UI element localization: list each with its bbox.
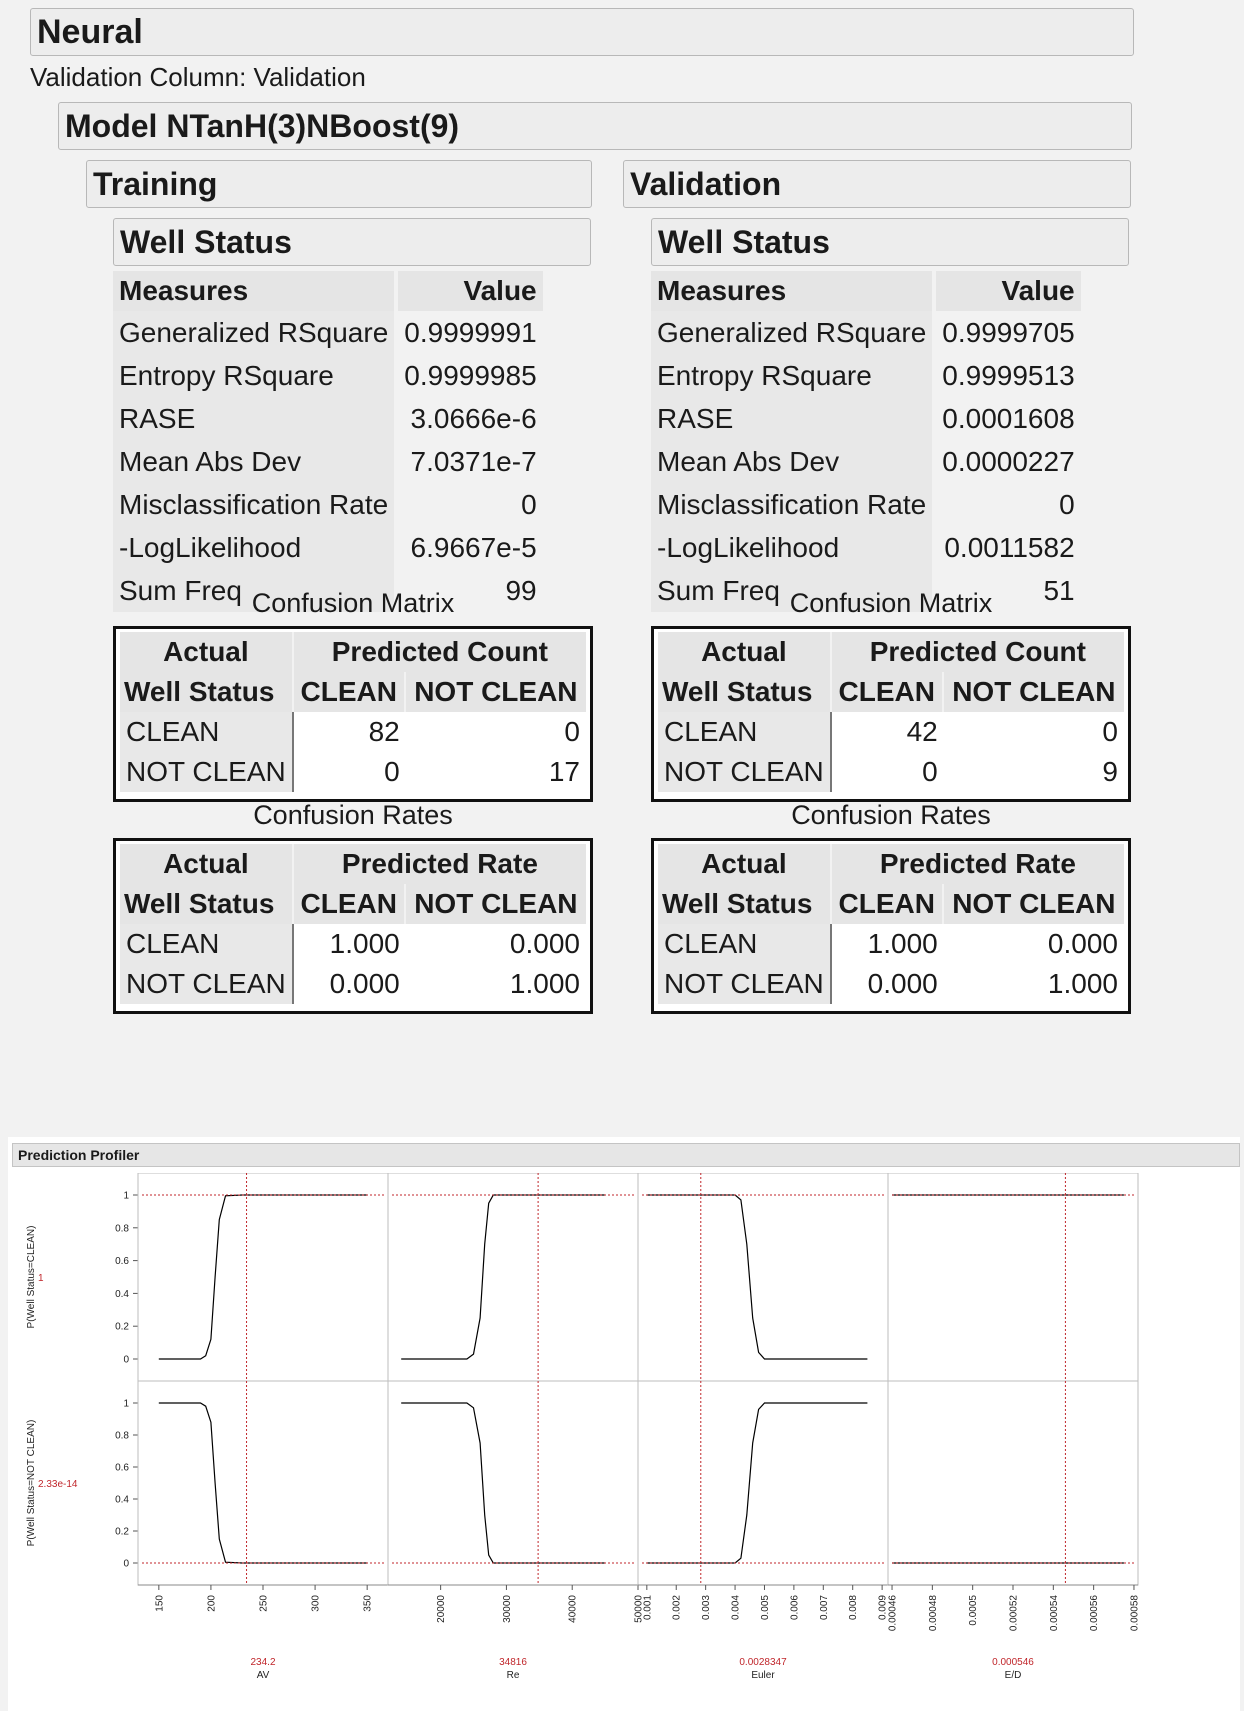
x-tick-label: 250: [258, 1595, 270, 1612]
y-tick-label: 0.8: [115, 1223, 129, 1235]
measure-value: 0: [521, 488, 537, 520]
col-header-clean: CLEAN: [832, 672, 944, 712]
measure-value: 0.9999513: [942, 359, 1075, 391]
actual-header: Actual: [658, 844, 832, 884]
actual-header: Actual: [658, 632, 832, 672]
profile-panel-frame: [138, 1173, 388, 1381]
x-tick-label: 0.00046: [887, 1595, 899, 1632]
measure-label: -LogLikelihood: [113, 526, 396, 569]
col-header-clean: CLEAN: [832, 884, 944, 924]
table-row: [120, 964, 586, 1004]
validation-well-status-header[interactable]: [651, 218, 1129, 266]
y-tick-label: 0.2: [115, 1321, 129, 1333]
table-row: [651, 526, 1081, 569]
measure-label: RASE: [113, 397, 396, 440]
y-tick-label: 0.2: [115, 1526, 129, 1538]
y-tick-label: 1: [123, 1190, 129, 1202]
cell-value: 0: [922, 756, 938, 787]
table-row: [658, 964, 1124, 1004]
profile-curve-av-not-clean: [159, 1403, 367, 1563]
table-row: [113, 526, 543, 569]
y-tick-label: 0.4: [115, 1494, 129, 1506]
table-row: [120, 924, 586, 964]
measure-value: 0.0011582: [944, 531, 1075, 563]
measure-value: 51: [1043, 574, 1075, 606]
training-measures-table: [113, 271, 543, 612]
measure-label: -LogLikelihood: [651, 526, 934, 569]
col-header-not-clean: NOT CLEAN: [406, 884, 586, 924]
profile-curve-re-not-clean: [401, 1403, 605, 1563]
current-factor-value: 0.0028347: [739, 1657, 787, 1668]
cell-value: 1.000: [509, 968, 580, 999]
confusion-rates-title: Confusion Rates: [253, 800, 453, 830]
table-row: [651, 397, 1081, 440]
current-factor-value: 234.2: [250, 1657, 276, 1668]
table-row: [120, 712, 586, 752]
profile-curve-re-clean: [401, 1195, 605, 1359]
row-label: NOT CLEAN: [120, 964, 294, 1004]
x-tick-label: 150: [154, 1595, 166, 1612]
profiler-header[interactable]: [12, 1143, 1240, 1167]
predicted-header: Predicted Count: [832, 632, 1124, 672]
x-tick-label: 0.003: [701, 1595, 713, 1621]
table-row: [113, 311, 543, 354]
training-title: Training: [93, 165, 218, 202]
y-axis-label: P(Well Status=NOT CLEAN): [26, 1419, 37, 1547]
x-tick-label: 0.00052: [1008, 1595, 1020, 1632]
profile-curve-av-clean: [159, 1195, 367, 1359]
x-tick-label: 350: [362, 1595, 374, 1612]
cell-value: 0.000: [867, 968, 938, 999]
profile-curve-euler-clean: [647, 1195, 868, 1359]
table-row: [113, 440, 543, 483]
predicted-header: Predicted Rate: [832, 844, 1124, 884]
response-header: Well Status: [120, 884, 294, 924]
validation-title: Validation: [630, 165, 782, 202]
x-tick-label: 50000: [633, 1595, 645, 1623]
model-outline-header[interactable]: [58, 102, 1132, 150]
measure-label: Sum Freq: [113, 569, 396, 612]
current-factor-value: 34816: [499, 1657, 527, 1668]
measure-value: 6.9667e-5: [410, 531, 537, 563]
col-header-clean: CLEAN: [294, 672, 406, 712]
row-label: CLEAN: [120, 712, 294, 752]
model-title: Model NTanH(3)NBoost(9): [65, 107, 460, 144]
x-tick-label: 0.00056: [1089, 1595, 1101, 1632]
row-label: CLEAN: [658, 924, 832, 964]
table-row: [658, 752, 1124, 792]
x-axis-label: E/D: [1004, 1670, 1022, 1681]
y-tick-label: 0: [123, 1558, 129, 1570]
measure-value: 0: [1059, 488, 1075, 520]
measure-label: Misclassification Rate: [651, 483, 934, 526]
x-tick-label: 0.001: [642, 1595, 654, 1621]
measure-value: 0.9999985: [404, 359, 537, 391]
x-tick-label: 0.00054: [1048, 1595, 1060, 1632]
col-header-not-clean: NOT CLEAN: [406, 672, 586, 712]
predicted-header: Predicted Count: [294, 632, 586, 672]
measure-label: Entropy RSquare: [113, 354, 396, 397]
training-response-title: Well Status: [120, 223, 292, 260]
value-header: Value: [934, 271, 1080, 311]
table-row: [120, 752, 586, 792]
measure-value: 99: [505, 574, 537, 606]
validation-outline-header[interactable]: [623, 160, 1131, 208]
training-outline-header[interactable]: [86, 160, 592, 208]
y-tick-label: 0: [123, 1354, 129, 1366]
x-tick-label: 200: [206, 1595, 218, 1612]
response-header: Well Status: [120, 672, 294, 712]
measure-value: 0.0000227: [942, 445, 1075, 477]
profile-panel-frame: [888, 1381, 1138, 1585]
table-row: [113, 354, 543, 397]
row-label: NOT CLEAN: [658, 752, 832, 792]
measure-value: 0.9999705: [942, 316, 1075, 348]
cell-value: 42: [906, 716, 938, 747]
x-axis-label: AV: [256, 1670, 270, 1681]
profile-panel-frame: [888, 1173, 1138, 1381]
table-row: [658, 924, 1124, 964]
measure-label: Generalized RSquare: [113, 311, 396, 354]
x-tick-label: 0.006: [789, 1595, 801, 1621]
x-tick-label: 0.007: [818, 1595, 830, 1621]
profile-panel-frame: [638, 1173, 888, 1381]
y-tick-label: 0.4: [115, 1288, 129, 1300]
measures-header: Measures: [113, 271, 396, 311]
profile-curve-euler-not-clean: [647, 1403, 868, 1563]
y-tick-label: 0.6: [115, 1256, 129, 1268]
measure-value: 3.0666e-6: [410, 402, 537, 434]
cell-value: 0: [564, 716, 580, 747]
value-header: Value: [396, 271, 542, 311]
x-tick-label: 40000: [567, 1595, 579, 1623]
row-label: CLEAN: [658, 712, 832, 752]
cell-value: 1.000: [329, 928, 400, 959]
cell-value: 0.000: [509, 928, 580, 959]
cell-value: 17: [548, 756, 580, 787]
neural-title: Neural: [37, 12, 143, 51]
table-row: [113, 397, 543, 440]
row-label: CLEAN: [120, 924, 294, 964]
table-row: [651, 483, 1081, 526]
confusion-matrix-title: Confusion Matrix: [251, 588, 455, 618]
col-header-clean: CLEAN: [294, 884, 406, 924]
cell-value: 1.000: [1047, 968, 1118, 999]
y-tick-label: 1: [123, 1398, 129, 1410]
table-row: [658, 712, 1124, 752]
confusion-rates-title: Confusion Rates: [791, 800, 991, 830]
cell-value: 0.000: [329, 968, 400, 999]
col-header-not-clean: NOT CLEAN: [944, 884, 1124, 924]
training-confusion-rates: [113, 838, 593, 1014]
response-header: Well Status: [658, 672, 832, 712]
x-tick-label: 0.005: [759, 1595, 771, 1621]
x-tick-label: 20000: [436, 1595, 448, 1623]
measure-label: Generalized RSquare: [651, 311, 934, 354]
predicted-header: Predicted Rate: [294, 844, 586, 884]
x-axis-label: Euler: [751, 1670, 775, 1681]
actual-header: Actual: [120, 632, 294, 672]
validation-column-label: Validation Column: Validation: [30, 62, 366, 92]
response-header: Well Status: [658, 884, 832, 924]
measure-label: Mean Abs Dev: [113, 440, 396, 483]
table-row: [113, 483, 543, 526]
current-response-value: 1: [38, 1273, 44, 1284]
table-row: [651, 311, 1081, 354]
validation-confusion-rates: [651, 838, 1131, 1014]
x-tick-label: 300: [310, 1595, 322, 1612]
validation-measures-table: [651, 271, 1081, 612]
cell-value: 9: [1102, 756, 1118, 787]
actual-header: Actual: [120, 844, 294, 884]
profiler-chart: [8, 1173, 1240, 1711]
x-tick-label: 30000: [501, 1595, 513, 1623]
measure-label: Sum Freq: [651, 569, 934, 612]
profiler-title: Prediction Profiler: [18, 1147, 140, 1163]
training-confusion-matrix: [113, 626, 593, 802]
x-tick-label: 0.00048: [927, 1595, 939, 1632]
prediction-profiler: [8, 1137, 1240, 1711]
cell-value: 0.000: [1047, 928, 1118, 959]
x-tick-label: 0.009: [877, 1595, 889, 1621]
x-tick-label: 0.002: [671, 1595, 683, 1621]
training-well-status-header[interactable]: [113, 218, 591, 266]
measure-value: 0.9999991: [404, 316, 537, 348]
cell-value: 0: [384, 756, 400, 787]
x-tick-label: 0.0005: [968, 1595, 980, 1626]
x-tick-label: 0.004: [730, 1595, 742, 1621]
measure-label: Misclassification Rate: [113, 483, 396, 526]
measure-value: 0.0001608: [942, 402, 1075, 434]
y-tick-label: 0.6: [115, 1462, 129, 1474]
current-factor-value: 0.000546: [992, 1657, 1034, 1668]
table-row: [651, 354, 1081, 397]
x-tick-label: 0.00058: [1129, 1595, 1141, 1632]
profile-panel-frame: [138, 1381, 388, 1585]
x-axis-label: Re: [506, 1670, 520, 1681]
measures-header: Measures: [651, 271, 934, 311]
row-label: NOT CLEAN: [658, 964, 832, 1004]
validation-confusion-matrix: [651, 626, 1131, 802]
neural-outline-header[interactable]: [30, 8, 1134, 56]
row-label: NOT CLEAN: [120, 752, 294, 792]
measure-value: 7.0371e-7: [410, 445, 537, 477]
profile-panel-frame: [388, 1381, 638, 1585]
measure-label: RASE: [651, 397, 934, 440]
measure-label: Entropy RSquare: [651, 354, 934, 397]
cell-value: 0: [1102, 716, 1118, 747]
cell-value: 1.000: [867, 928, 938, 959]
confusion-matrix-title: Confusion Matrix: [789, 588, 993, 618]
y-axis-label: P(Well Status=CLEAN): [26, 1225, 37, 1329]
current-response-value: 2.33e-14: [38, 1479, 78, 1490]
validation-response-title: Well Status: [658, 223, 830, 260]
profile-panel-frame: [638, 1381, 888, 1585]
measure-label: Mean Abs Dev: [651, 440, 934, 483]
y-tick-label: 0.8: [115, 1430, 129, 1442]
col-header-not-clean: NOT CLEAN: [944, 672, 1124, 712]
cell-value: 82: [368, 716, 400, 747]
x-tick-label: 0.008: [848, 1595, 860, 1621]
profile-panel-frame: [388, 1173, 638, 1381]
table-row: [651, 440, 1081, 483]
